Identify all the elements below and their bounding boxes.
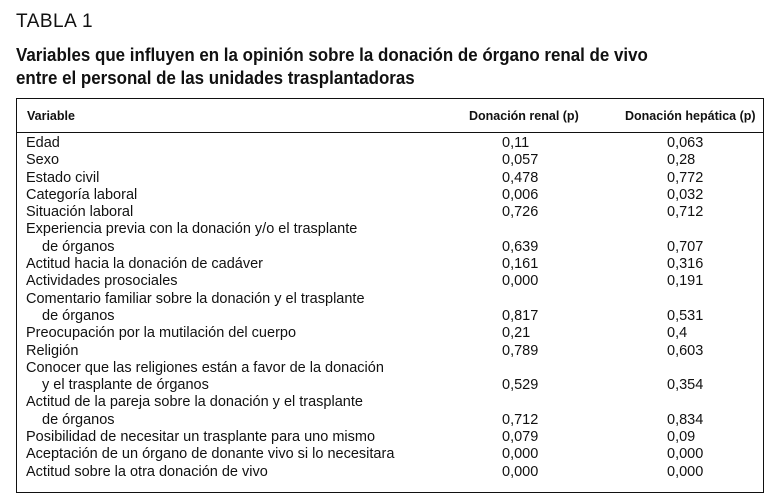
row-variable-label: Experiencia previa con la donación y/o el trasplante (26, 221, 358, 238)
table-header-row (17, 99, 763, 133)
table-row (17, 135, 763, 152)
row-renal-p-value: 0,712 (502, 411, 539, 428)
row-renal-p-value: 0,21 (502, 325, 531, 342)
row-renal-p-value: 0,161 (502, 256, 539, 273)
row-variable-label: Preocupación por la mutilación del cuerpo (26, 325, 297, 342)
table-row (17, 464, 763, 481)
row-variable-label: Sexo (26, 152, 60, 169)
row-variable-cell (17, 360, 466, 395)
row-renal-p-value: 0,000 (502, 446, 539, 463)
row-renal-p-value: 0,006 (502, 186, 539, 203)
column-header-renal: Donación renal (p) (469, 109, 579, 123)
row-hepatic-p-value: 0,531 (667, 307, 704, 324)
row-hepatic-p-value: 0,603 (667, 342, 704, 359)
row-variable-label: Edad (26, 135, 60, 151)
table-row (17, 187, 763, 204)
table-title-line-1: Variables que influyen en la opinión sobre la donación de órgano renal de vivo (16, 45, 648, 65)
row-variable-cell (17, 187, 466, 204)
row-renal-p-value: 0,000 (502, 463, 539, 480)
row-renal-p-value: 0,639 (502, 238, 539, 255)
row-variable-label: Posibilidad de necesitar un trasplante para uno mismo (26, 429, 376, 446)
row-hepatic-p-value: 0,000 (667, 446, 704, 463)
row-variable-label: Actitud hacia la donación de cadáver (26, 256, 263, 273)
row-variable-label: Situación laboral (26, 204, 134, 221)
table-row (17, 273, 763, 290)
row-variable-label: Comentario familiar sobre la donación y el trasplante (26, 290, 365, 307)
table-row (17, 394, 763, 429)
row-hepatic-p-value: 0,4 (667, 325, 688, 342)
table-row (17, 256, 763, 273)
column-header-variable: Variable (27, 109, 75, 123)
row-renal-p-value: 0,789 (502, 342, 539, 359)
row-hepatic-p-value: 0,707 (667, 238, 704, 255)
table-row (17, 325, 763, 342)
row-variable-cell (17, 170, 466, 187)
row-renal-p-value: 0,000 (502, 273, 539, 290)
data-table (16, 98, 764, 493)
row-variable-label-continuation: de órganos (42, 411, 115, 428)
row-hepatic-p-value: 0,316 (667, 256, 704, 273)
row-variable-label-continuation: de órganos (42, 307, 115, 324)
table-row (17, 343, 763, 360)
row-variable-label-continuation: y el trasplante de órganos (42, 377, 209, 394)
row-hepatic-p-value: 0,032 (667, 186, 704, 203)
row-variable-label: Actitud de la pareja sobre la donación y el trasplante (26, 394, 363, 411)
row-renal-p-value: 0,057 (502, 152, 539, 169)
table-row (17, 446, 763, 463)
row-variable-cell (17, 256, 466, 273)
row-variable-label: Conocer que las religiones están a favor de la donación (26, 359, 384, 376)
table-title-line-2: entre el personal de las unidades trasplantadoras (16, 68, 415, 88)
row-variable-cell (17, 273, 466, 290)
row-variable-cell (17, 446, 466, 463)
row-hepatic-p-value: 0,354 (667, 377, 704, 394)
row-variable-label: Religión (26, 342, 79, 359)
table-row (17, 291, 763, 326)
table-number-label: TABLA 1 (16, 11, 94, 32)
row-renal-p-value: 0,726 (502, 204, 539, 221)
row-variable-cell (17, 429, 466, 446)
row-hepatic-p-value: 0,772 (667, 169, 704, 186)
row-variable-label: Actividades prosociales (26, 273, 178, 290)
row-variable-cell (17, 394, 466, 429)
row-variable-label: Aceptación de un órgano de donante vivo si lo necesitara (26, 446, 395, 463)
row-renal-p-value: 0,11 (502, 135, 530, 151)
table-row (17, 152, 763, 169)
row-variable-cell (17, 464, 466, 481)
table-row (17, 360, 763, 395)
row-hepatic-p-value: 0,834 (667, 411, 704, 428)
row-variable-cell (17, 325, 466, 342)
row-renal-p-value: 0,478 (502, 169, 539, 186)
row-renal-p-value: 0,529 (502, 377, 539, 394)
row-variable-label: Estado civil (26, 169, 100, 186)
row-renal-p-value: 0,079 (502, 429, 539, 446)
table-row (17, 170, 763, 187)
table-row (17, 429, 763, 446)
row-variable-label: Actitud sobre la otra donación de vivo (26, 463, 268, 480)
row-variable-cell (17, 204, 466, 221)
table-title (16, 44, 712, 90)
row-hepatic-p-value: 0,28 (667, 152, 696, 169)
table-row (17, 221, 763, 256)
row-variable-label: Categoría laboral (26, 186, 138, 203)
table-body (17, 135, 763, 481)
row-variable-cell (17, 152, 466, 169)
row-variable-cell (17, 221, 466, 256)
column-header-hepatic: Donación hepática (p) (625, 109, 756, 123)
row-variable-cell (17, 343, 466, 360)
row-hepatic-p-value: 0,000 (667, 463, 704, 480)
row-hepatic-p-value: 0,063 (667, 135, 704, 151)
row-variable-label-continuation: de órganos (42, 238, 115, 255)
row-hepatic-p-value: 0,191 (667, 273, 704, 290)
row-variable-cell (17, 135, 466, 152)
row-renal-p-value: 0,817 (502, 307, 539, 324)
table-row (17, 204, 763, 221)
row-hepatic-p-value: 0,712 (667, 204, 704, 221)
row-variable-cell (17, 291, 466, 326)
row-hepatic-p-value: 0,09 (667, 429, 696, 446)
